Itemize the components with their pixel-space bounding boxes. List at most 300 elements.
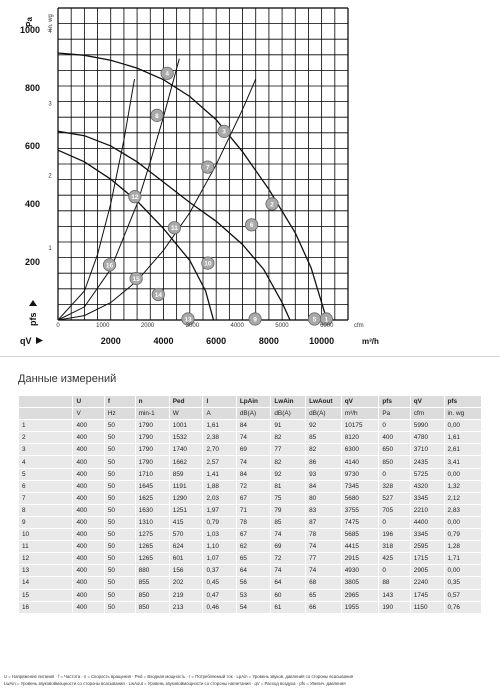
y-tick-label-pa: 1000 (19, 24, 40, 35)
table-cell: 71 (237, 505, 271, 516)
table-cell: I (203, 396, 235, 407)
table-cell: 5 (19, 469, 72, 480)
table-cell: 1645 (136, 481, 169, 492)
table-cell: 4780 (411, 432, 444, 443)
table-cell: 2,57 (203, 456, 235, 467)
x-axis-unit-m3h: m³/h (362, 337, 379, 346)
x-tick-label-m3h: 10000 (309, 336, 335, 346)
operating-point-label: 13 (184, 316, 192, 324)
table-cell: 5990 (411, 420, 444, 431)
table-cell: 1265 (136, 541, 169, 552)
table-cell: 400 (73, 469, 103, 480)
table-cell: f (105, 396, 135, 407)
table-cell: 4320 (411, 481, 444, 492)
x-tick-label-m3h: 4000 (153, 336, 174, 346)
table-cell: 74 (237, 432, 271, 443)
table-cell: 50 (105, 577, 135, 588)
operating-point-label: 14 (154, 291, 162, 299)
table-cell: 3755 (342, 505, 379, 516)
operating-point-label: 3 (222, 128, 226, 136)
table-cell: Hz (105, 408, 135, 419)
table-cell: 328 (379, 481, 409, 492)
table-cell: 1,28 (445, 541, 482, 552)
legend-line: LwAin = Уровень звуковоймощности со стороны всасывания · LwAout = Уровень звуковоймощности со стороны нагнетания · qV = Расход воздуха · pfs = Увелич. давления (4, 681, 346, 686)
table-cell: 1790 (136, 444, 169, 455)
table-cell: 1290 (170, 493, 203, 504)
table-cell: 143 (379, 590, 409, 601)
table-cell: 0,79 (445, 529, 482, 540)
table-cell: dB(A) (237, 408, 271, 419)
table-cell: m³/h (342, 408, 379, 419)
table-cell: 400 (73, 444, 103, 455)
x-tick-label-cfm: 4000 (230, 323, 244, 329)
x-tick-label-cfm: 2000 (140, 323, 155, 329)
table-cell: 1,10 (203, 541, 235, 552)
table-cell: 91 (271, 420, 305, 431)
table-cell: 85 (306, 432, 341, 443)
table-cell: 64 (237, 565, 271, 576)
table-cell: 1625 (136, 493, 169, 504)
table-cell: 2,70 (203, 444, 235, 455)
table-cell: dB(A) (306, 408, 341, 419)
table-cell: 1001 (170, 420, 203, 431)
operating-point-label: 5 (312, 316, 317, 324)
table-cell: 78 (306, 529, 341, 540)
table-cell: 1,88 (203, 481, 235, 492)
table-cell: 3 (19, 444, 72, 455)
table-cell: 82 (271, 456, 305, 467)
table-cell: 81 (271, 481, 305, 492)
table-cell: 0 (379, 420, 409, 431)
table-cell: 75 (271, 493, 305, 504)
table-cell: 68 (306, 577, 341, 588)
table-cell: 570 (170, 529, 203, 540)
y-axis-unit-pa: Pa (25, 17, 34, 27)
table-cell: 2,83 (445, 505, 482, 516)
table-cell: 400 (73, 565, 103, 576)
table-cell: 0,00 (445, 517, 482, 528)
table-cell: 50 (105, 505, 135, 516)
table-cell: 16 (19, 602, 72, 613)
table-cell: 87 (306, 517, 341, 528)
y-tick-label-inwg: 1 (48, 245, 52, 252)
table-cell: 601 (170, 553, 203, 564)
legend-line: U = Напряжение питания · f = Частота · n = Скорость вращения · Ped = Входная мощность · I = Потребляемый ток · LpAin = Уровень звуков. давления со стороны всасывания (4, 674, 354, 679)
table-cell: 855 (136, 577, 169, 588)
table-cell: 62 (237, 541, 271, 552)
table-row (19, 590, 481, 601)
table-cell: 83 (306, 505, 341, 516)
operating-point-label: 1 (324, 316, 329, 324)
table-cell: 400 (73, 493, 103, 504)
table-cell: 74 (271, 565, 305, 576)
operating-point-label: 8 (155, 112, 159, 120)
table-cell: 400 (73, 517, 103, 528)
table-cell: 50 (105, 602, 135, 613)
table-cell: 156 (170, 565, 203, 576)
table-cell: 2435 (411, 456, 444, 467)
table-cell: 3345 (411, 493, 444, 504)
table-cell: 50 (105, 493, 135, 504)
table-cell: 1 (19, 420, 72, 431)
table-cell: 0,35 (445, 577, 482, 588)
table-cell: 78 (237, 517, 271, 528)
table-cell: 400 (73, 541, 103, 552)
table-cell: 92 (306, 420, 341, 431)
y-tick-label-pa: 400 (24, 198, 40, 209)
table-cell: 88 (379, 577, 409, 588)
table-cell: 400 (73, 420, 103, 431)
table-cell: 14 (19, 577, 72, 588)
table-cell: 0,00 (445, 420, 482, 431)
x-axis-marker-qv: qV (20, 336, 32, 346)
table-cell: 50 (105, 541, 135, 552)
table-cell: 0,47 (203, 590, 235, 601)
table-cell: 66 (306, 602, 341, 613)
table-cell: 2,03 (203, 493, 235, 504)
table-cell: 650 (379, 444, 409, 455)
table-cell: 54 (237, 602, 271, 613)
table-cell: 50 (105, 469, 135, 480)
table-cell: 1,32 (445, 481, 482, 492)
table-cell: 2965 (342, 590, 379, 601)
operating-point-label: 12 (131, 194, 139, 202)
chart-axis-labels (20, 14, 379, 346)
table-cell: 705 (379, 505, 409, 516)
table-cell: 0,76 (445, 602, 482, 613)
table-cell: 1265 (136, 553, 169, 564)
table-cell: 72 (271, 553, 305, 564)
system-curve-line (58, 59, 179, 320)
table-cell: 15 (19, 590, 72, 601)
table-row (19, 493, 481, 504)
x-tick-label-cfm: 3000 (185, 323, 200, 329)
table-cell: 1310 (136, 517, 169, 528)
table-cell: 64 (271, 577, 305, 588)
table-cell: 7475 (342, 517, 379, 528)
table-cell: 65 (237, 553, 271, 564)
table-cell: 1790 (136, 432, 169, 443)
x-tick-label-m3h: 8000 (258, 336, 279, 346)
table-cell: 527 (379, 493, 409, 504)
table-cell: 74 (306, 541, 341, 552)
table-row (19, 602, 481, 613)
table-cell: 67 (237, 493, 271, 504)
table-cell: 80 (306, 493, 341, 504)
x-tick-label-cfm: 5000 (275, 323, 289, 329)
table-cell: 880 (136, 565, 169, 576)
table-row (19, 444, 481, 455)
table-cell: LwAin (271, 396, 305, 407)
y-axis-arrow-icon (29, 300, 37, 306)
table-cell: 50 (105, 529, 135, 540)
y-axis-marker-pfs: pfs (28, 312, 38, 326)
table-cell: 3,41 (445, 456, 482, 467)
table-row (19, 553, 481, 564)
table-cell: 400 (73, 456, 103, 467)
table-cell: 67 (237, 529, 271, 540)
table-cell: 1,03 (203, 529, 235, 540)
table-cell: 50 (105, 456, 135, 467)
table-cell: 9 (19, 517, 72, 528)
table-cell: 400 (73, 602, 103, 613)
operating-point-label: 6 (249, 222, 254, 230)
table-cell: n (136, 396, 169, 407)
table-cell: 1,07 (203, 553, 235, 564)
table-row (19, 529, 481, 540)
table-cell: 50 (105, 444, 135, 455)
table-cell: 0,46 (203, 602, 235, 613)
table-cell: 1745 (411, 590, 444, 601)
table-cell: 86 (306, 456, 341, 467)
table-cell: 50 (105, 565, 135, 576)
table-cell: 1790 (136, 420, 169, 431)
operating-point-label: 16 (105, 262, 114, 270)
table-cell: 13 (19, 565, 72, 576)
table-cell: 69 (237, 444, 271, 455)
table-cell: 425 (379, 553, 409, 564)
table-cell: 7345 (342, 481, 379, 492)
table-cell: 1790 (136, 456, 169, 467)
table-cell: 6 (19, 481, 72, 492)
table-cell: 1955 (342, 602, 379, 613)
table-cell: 1,61 (203, 420, 235, 431)
table-cell: 72 (237, 481, 271, 492)
table-row (19, 481, 481, 492)
table-cell: cfm (411, 408, 444, 419)
table-cell: 0,37 (203, 565, 235, 576)
table-cell: 0,45 (203, 577, 235, 588)
table-cell: 50 (105, 517, 135, 528)
table-cell: in. wg (445, 408, 482, 419)
table-cell: 2,38 (203, 432, 235, 443)
table-cell: 4415 (342, 541, 379, 552)
table-cell: 50 (105, 553, 135, 564)
table-cell: 8 (19, 505, 72, 516)
operating-point-label: 15 (132, 275, 140, 283)
x-axis-arrow-icon (36, 337, 43, 344)
operating-point-label: 10 (204, 260, 212, 268)
table-cell: 12 (19, 553, 72, 564)
table-units-row (19, 408, 481, 419)
table-row (19, 565, 481, 576)
table-cell: 3805 (342, 577, 379, 588)
measurements-legend (4, 673, 498, 687)
table-cell: 2,12 (445, 493, 482, 504)
table-cell: 1532 (170, 432, 203, 443)
table-row (19, 469, 481, 480)
table-cell: W (170, 408, 203, 419)
operating-point-label: 4 (165, 70, 169, 78)
table-cell: 65 (306, 590, 341, 601)
table-row (19, 517, 481, 528)
table-cell: V (73, 408, 103, 419)
chart-points (103, 67, 332, 325)
table-cell: 1191 (170, 481, 203, 492)
y-tick-label-pa: 600 (24, 140, 40, 151)
table-cell: LpAin (237, 396, 271, 407)
table-cell: 1251 (170, 505, 203, 516)
table-cell: Ped (170, 396, 203, 407)
table-cell: 4400 (411, 517, 444, 528)
table-cell: 2240 (411, 577, 444, 588)
table-cell: U (73, 396, 103, 407)
fan-curve-line (58, 53, 327, 320)
table-cell: 4 (19, 456, 72, 467)
table-cell: pfs (445, 396, 482, 407)
x-axis-unit-cfm: cfm (354, 323, 364, 329)
table-cell: dB(A) (271, 408, 305, 419)
table-cell: 4930 (342, 565, 379, 576)
table-cell: 400 (73, 590, 103, 601)
table-cell: 53 (237, 590, 271, 601)
table-cell: 10175 (342, 420, 379, 431)
table-cell: 400 (73, 529, 103, 540)
table-cell: 1,41 (203, 469, 235, 480)
table-cell (19, 396, 72, 407)
table-cell: 219 (170, 590, 203, 601)
y-tick-label-inwg: 4 (48, 29, 52, 36)
table-row (19, 505, 481, 516)
table-cell: 400 (73, 505, 103, 516)
table-cell: 859 (170, 469, 203, 480)
chart-curves (58, 53, 327, 320)
table-cell: 50 (105, 481, 135, 492)
table-cell: 1740 (170, 444, 203, 455)
table-cell: 8120 (342, 432, 379, 443)
table-header-row (19, 396, 481, 407)
table-cell: 850 (136, 590, 169, 601)
x-tick-label-m3h: 6000 (206, 336, 227, 346)
table-cell: 2915 (342, 553, 379, 564)
table-cell: 850 (379, 456, 409, 467)
operating-point-label: 7 (205, 164, 210, 172)
table-cell: 2,61 (445, 444, 482, 455)
table-cell: 79 (271, 505, 305, 516)
table-cell: 196 (379, 529, 409, 540)
table-cell: 77 (306, 553, 341, 564)
table-cell: 50 (105, 432, 135, 443)
table-cell: 2 (19, 432, 72, 443)
table-cell: 400 (73, 577, 103, 588)
table-cell: 60 (271, 590, 305, 601)
x-tick-label-cfm: 0 (56, 323, 60, 329)
operating-point-label: 11 (170, 225, 178, 233)
table-cell: 400 (73, 553, 103, 564)
table-cell: 5680 (342, 493, 379, 504)
table-cell: 6300 (342, 444, 379, 455)
table-cell: 0 (379, 517, 409, 528)
table-cell: 74 (237, 456, 271, 467)
table-cell: 4140 (342, 456, 379, 467)
table-cell: 0,00 (445, 469, 482, 480)
operating-point-label: 2 (270, 201, 274, 209)
table-cell: 2595 (411, 541, 444, 552)
table-cell: 77 (271, 444, 305, 455)
table-cell: 400 (73, 432, 103, 443)
x-tick-label-cfm: 1000 (96, 323, 110, 329)
table-cell: 7 (19, 493, 72, 504)
table-cell: 84 (237, 420, 271, 431)
table-cell: 50 (105, 420, 135, 431)
y-axis-unit-inwg: in. wg (48, 14, 54, 30)
separator (0, 356, 500, 357)
table-cell: 56 (237, 577, 271, 588)
table-cell: 82 (306, 444, 341, 455)
table-cell: 1710 (136, 469, 169, 480)
table-cell: 93 (306, 469, 341, 480)
system-curve-line (58, 79, 135, 320)
table-cell: min-1 (136, 408, 169, 419)
table-cell: 0 (379, 469, 409, 480)
table-cell: A (203, 408, 235, 419)
table-cell: 69 (271, 541, 305, 552)
table-cell: LwAout (306, 396, 341, 407)
table-cell: 213 (170, 602, 203, 613)
table-cell: 0,57 (445, 590, 482, 601)
table-cell: 318 (379, 541, 409, 552)
table-cell: 2210 (411, 505, 444, 516)
table-cell: 74 (306, 565, 341, 576)
measurements-title: Данные измерений (18, 373, 117, 385)
table-cell: 1275 (136, 529, 169, 540)
table-cell: 0,00 (445, 565, 482, 576)
table-cell: 2905 (411, 565, 444, 576)
y-tick-label-pa: 200 (24, 256, 40, 267)
table-cell: 202 (170, 577, 203, 588)
table-cell: 0 (379, 565, 409, 576)
table-cell: 0,79 (203, 517, 235, 528)
table-cell: 11 (19, 541, 72, 552)
table-cell: 400 (379, 432, 409, 443)
table-cell: 82 (271, 432, 305, 443)
table-row (19, 432, 481, 443)
table-cell: 1662 (170, 456, 203, 467)
table-cell: 415 (170, 517, 203, 528)
table-cell: pfs (379, 396, 409, 407)
table-cell: 1,71 (445, 553, 482, 564)
table-cell: 190 (379, 602, 409, 613)
table-cell: 50 (105, 590, 135, 601)
table-cell: 3345 (411, 529, 444, 540)
table-cell: 9730 (342, 469, 379, 480)
table-row (19, 456, 481, 467)
table-cell: 1150 (411, 602, 444, 613)
table-cell: 74 (271, 529, 305, 540)
table-cell: 5685 (342, 529, 379, 540)
operating-point-label: 9 (253, 316, 257, 324)
table-cell: 84 (237, 469, 271, 480)
table-cell: 10 (19, 529, 72, 540)
table-cell: 1,97 (203, 505, 235, 516)
table-cell (19, 408, 72, 419)
x-tick-label-m3h: 2000 (100, 336, 121, 346)
table-cell: 3710 (411, 444, 444, 455)
table-cell: 1715 (411, 553, 444, 564)
table-row (19, 577, 481, 588)
table-cell: 1630 (136, 505, 169, 516)
table-cell: 624 (170, 541, 203, 552)
table-row (19, 541, 481, 552)
table-cell: 850 (136, 602, 169, 613)
table-cell: qV (342, 396, 379, 407)
measurements-table (18, 395, 482, 614)
y-tick-label-pa: 800 (24, 82, 40, 93)
y-tick-label-inwg: 2 (48, 173, 52, 180)
table-cell: 5725 (411, 469, 444, 480)
table-row (19, 420, 481, 431)
table-cell: 1,61 (445, 432, 482, 443)
